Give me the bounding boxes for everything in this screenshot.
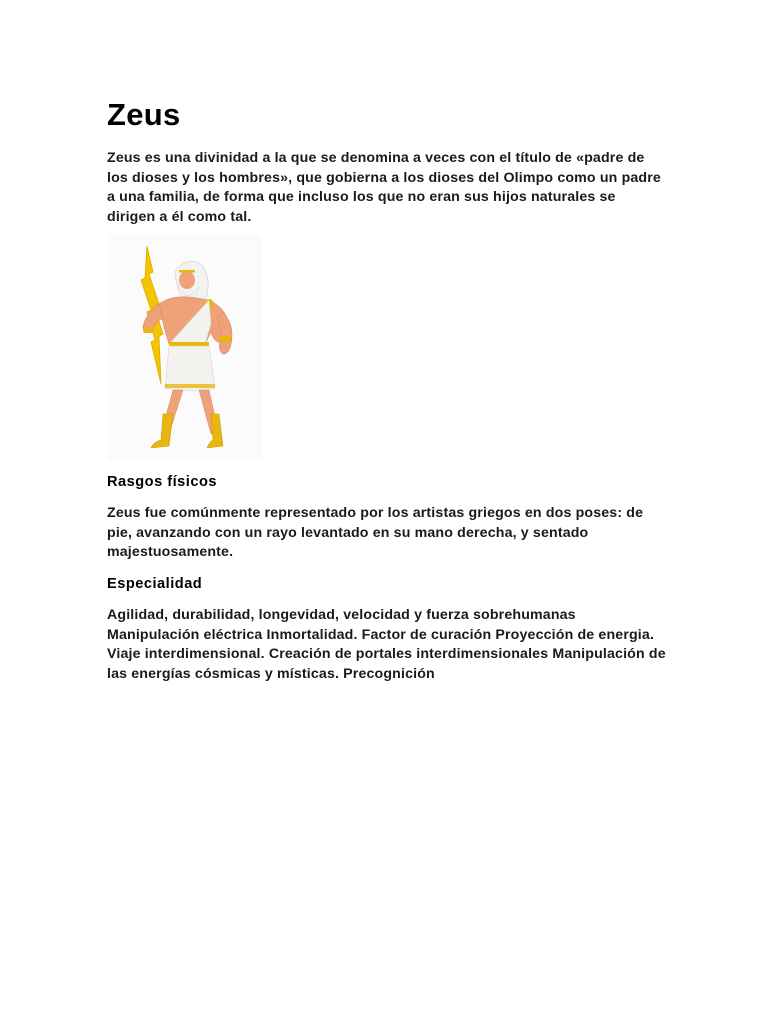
- section-heading-especialidad: Especialidad: [107, 576, 203, 592]
- page-title: Zeus: [107, 97, 181, 132]
- section-body-rasgos-fisicos: Zeus fue comúnmente representado por los artistas griegos en dos poses: de pie, avanzando con un rayo levantado en su mano derecha, y sentado majestuosamente.: [107, 505, 644, 560]
- section-heading-rasgos-fisicos: Rasgos físicos: [107, 474, 218, 490]
- section-body-especialidad: Agilidad, durabilidad, longevidad, velocidad y fuerza sobrehumanas Manipulación eléctrica Inmortalidad. Factor de curación Proyección de energia. Viaje interdimensional. Creación de portales interdimensionales Manipulación de las energías cósmicas y místicas. Precognición: [107, 607, 666, 682]
- zeus-illustration-icon: [107, 234, 262, 460]
- intro-paragraph: Zeus es una divinidad a la que se denomina a veces con el título de «padre de los dioses y los hombres», que gobierna a los dioses del Olimpo como un padre a una familia, de forma que incluso los que no eran sus hijos naturales se dirigen a él como tal.: [107, 150, 661, 225]
- zeus-image: [107, 234, 262, 460]
